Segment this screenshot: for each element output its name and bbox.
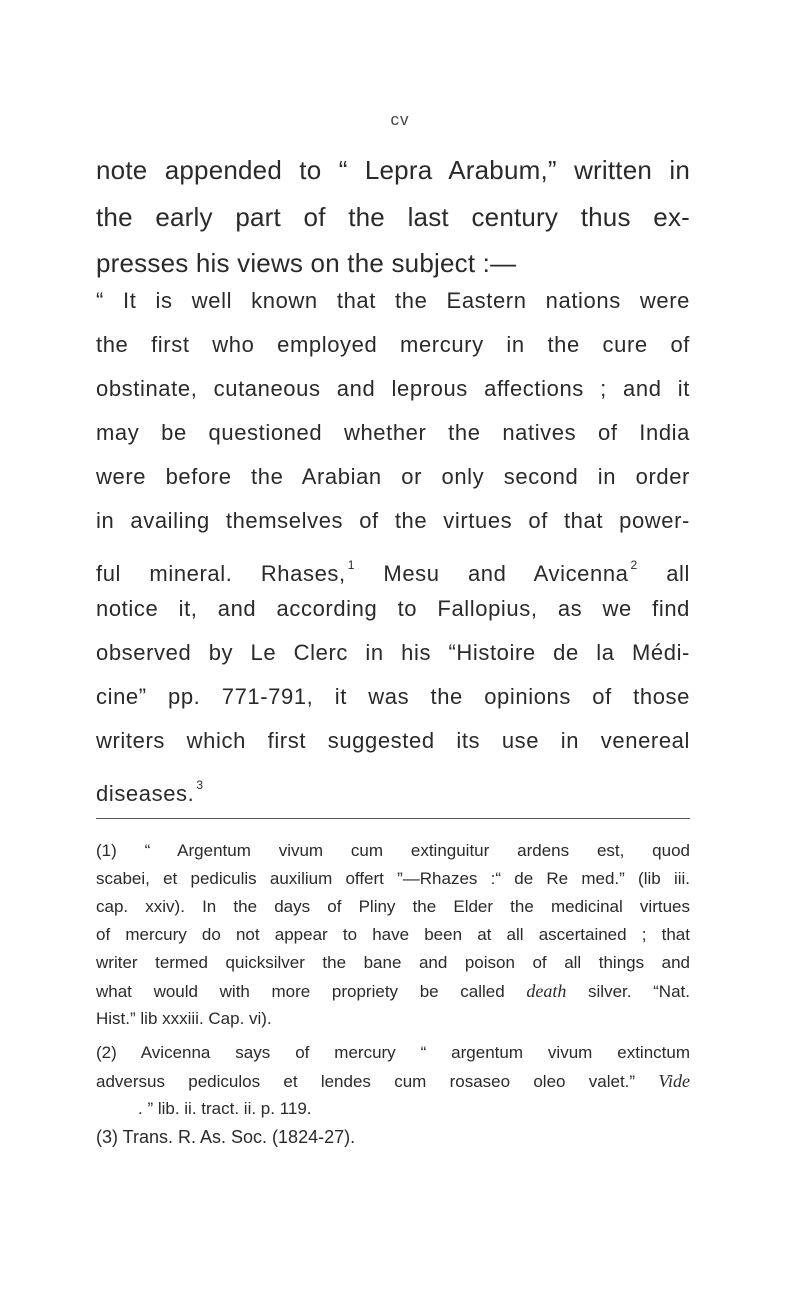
main-line-8: were before the Arabian or only second in order <box>96 464 690 489</box>
line-10-part-a: ful mineral. Rhases, <box>96 561 346 586</box>
footnote-2-italic-vide: Vide <box>658 1071 690 1091</box>
main-line-6: obstinate, cutaneous and leprous affections ; and it <box>96 376 690 401</box>
footnote-1-line-3: cap. xxiv). In the days of Pliny the Elder the medicinal virtues <box>96 897 690 916</box>
footnote-1-italic-death: death <box>526 981 567 1001</box>
footnote-1-line-6-a: what would with more propriety be called <box>96 982 505 1001</box>
main-line-4: “ It is well known that the Eastern nations were <box>96 288 690 313</box>
line-15-text: diseases. <box>96 781 195 806</box>
main-line-10 <box>96 550 690 589</box>
footnote-1-line-2: scabei, et pediculis auxilium offert ”—Rhazes :“ de Re med.” (lib iii. <box>96 869 690 888</box>
footnote-2-line-2 <box>96 1070 690 1093</box>
footnote-2-line-2-a: adversus pediculos et lendes cum rosaseo oleo valet.” <box>96 1072 636 1091</box>
line-10-part-c: all <box>666 561 690 586</box>
footnote-1-line-6 <box>96 980 690 1003</box>
main-line-13: cine” pp. 771-791, it was the opinions of those <box>96 684 690 709</box>
main-line-12: observed by Le Clerc in his “Histoire de la Médi- <box>96 640 690 665</box>
footnote-mark-3: 3 <box>196 778 204 792</box>
line-10-part-b: Mesu and Avicenna <box>383 561 629 586</box>
footnote-3-line-1: (3) Trans. R. As. Soc. (1824-27). <box>96 1127 356 1147</box>
main-line-9: in availing themselves of the virtues of that power- <box>96 508 690 533</box>
footnote-1-line-5: writer termed quicksilver the bane and poison of all things and <box>96 953 690 972</box>
footnote-mark-1: 1 <box>347 558 356 572</box>
footnote-1-line-1: (1) “ Argentum vivum cum extinguitur ardens est, quod <box>96 841 690 860</box>
footnote-1-line-7: Hist.” lib xxxiii. Cap. vi). <box>96 1009 272 1028</box>
main-line-2: the early part of the last century thus ex- <box>96 202 690 232</box>
main-line-1: note appended to “ Lepra Arabum,” written in <box>96 155 690 185</box>
page-number: cv <box>390 110 410 129</box>
footnote-1-line-6-b: silver. “Nat. <box>588 982 690 1001</box>
footnote-divider <box>96 818 690 819</box>
footnote-mark-2: 2 <box>630 558 638 572</box>
footnote-2-line-1: (2) Avicenna says of mercury “ argentum vivum extinctum <box>96 1043 690 1062</box>
main-line-7: may be questioned whether the natives of India <box>96 420 690 445</box>
footnote-1-line-4: of mercury do not appear to have been at all ascertained ; that <box>96 925 690 944</box>
main-line-11: notice it, and according to Fallopius, as we find <box>96 596 690 621</box>
footnote-2-line-3: . ” lib. ii. tract. ii. p. 119. <box>138 1099 312 1118</box>
main-line-15 <box>96 770 204 809</box>
main-line-5: the first who employed mercury in the cure of <box>96 332 690 357</box>
main-line-3: presses his views on the subject :— <box>96 248 517 278</box>
main-line-14: writers which first suggested its use in venereal <box>96 728 690 753</box>
